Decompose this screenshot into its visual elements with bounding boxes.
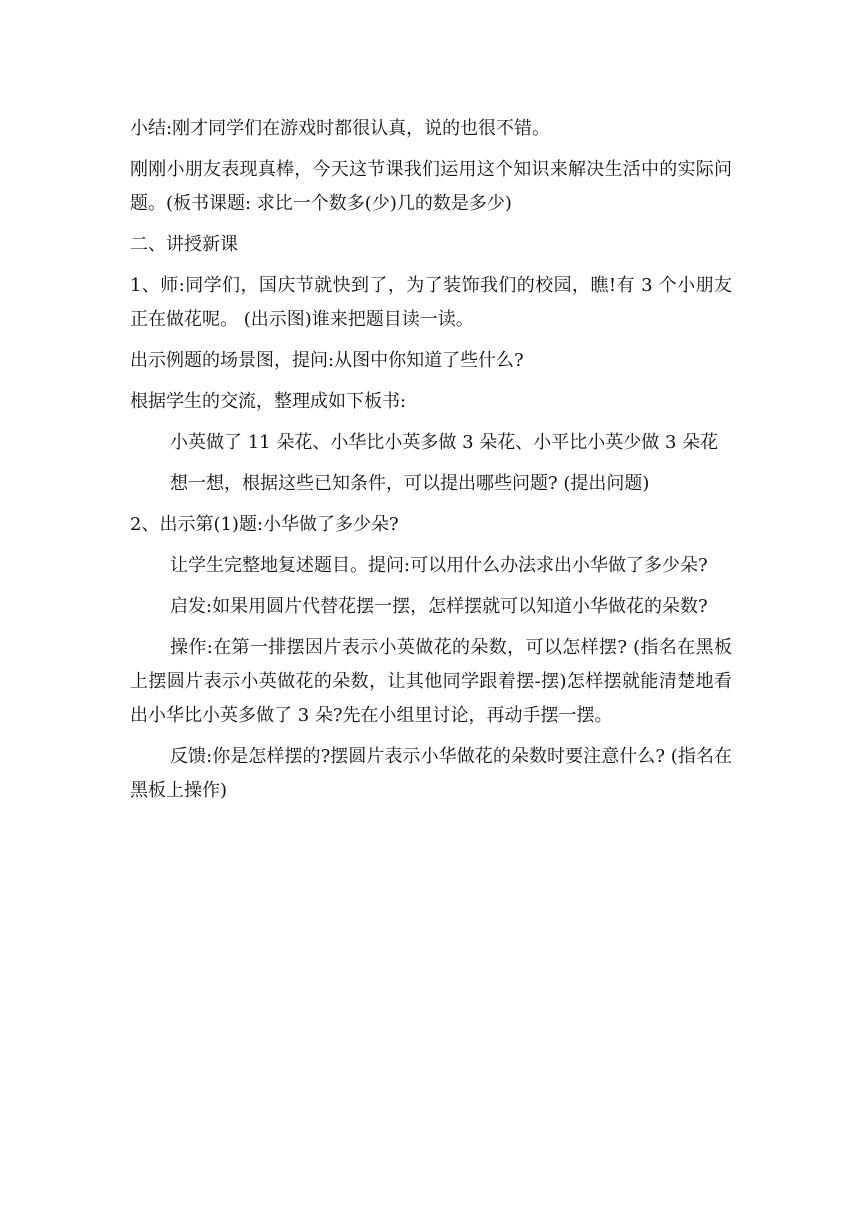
- paragraph-summary: 小结:刚才同学们在游戏时都很认真，说的也很不错。: [130, 118, 551, 139]
- paragraph-inspire: 启发:如果用圆片代替花摆一摆，怎样摆就可以知道小华做花的朵数?: [170, 596, 708, 617]
- section-heading-new-lesson: 二、讲授新课: [130, 234, 238, 255]
- paragraph-operate: 操作:在第一排摆因片表示小英做花的朵数，可以怎样摆? (指名在黑板上摆圆片表示小英做花的朵数，让其他同学跟着摆-摆)怎样摆就能清楚地看出小华比小英多做了 3 朵?先在小组里讨论，再动手摆一摆。: [130, 637, 732, 726]
- document-page: [130, 112, 732, 815]
- paragraph-lesson-intro: 刚刚小朋友表现真棒，今天这节课我们运用这个知识来解决生活中的实际问题。(板书课题: 求比一个数多(少)几的数是多少): [130, 159, 732, 214]
- paragraph-step-2: 2、出示第(1)题:小华做了多少朵?: [130, 514, 399, 535]
- paragraph-step-1: 1、师:同学们，国庆节就快到了，为了装饰我们的校园，瞧!有 3 个小朋友正在做花呢。 (出示图)谁来把题目读一读。: [130, 275, 732, 330]
- paragraph-organize-board: 根据学生的交流，整理成如下板书:: [130, 391, 407, 412]
- paragraph-board-notes: 小英做了 11 朵花、小华比小英多做 3 朵花、小平比小英少做 3 朵花: [170, 432, 719, 453]
- paragraph-show-scene: 出示例题的场景图，提问:从图中你知道了些什么?: [130, 350, 524, 371]
- paragraph-feedback: 反馈:你是怎样摆的?摆圆片表示小华做花的朵数时要注意什么? (指名在黑板上操作): [130, 746, 732, 801]
- paragraph-restate: 让学生完整地复述题目。提问:可以用什么办法求出小华做了多少朵?: [170, 555, 708, 576]
- paragraph-think: 想一想，根据这些已知条件，可以提出哪些问题? (提出问题): [170, 473, 650, 494]
